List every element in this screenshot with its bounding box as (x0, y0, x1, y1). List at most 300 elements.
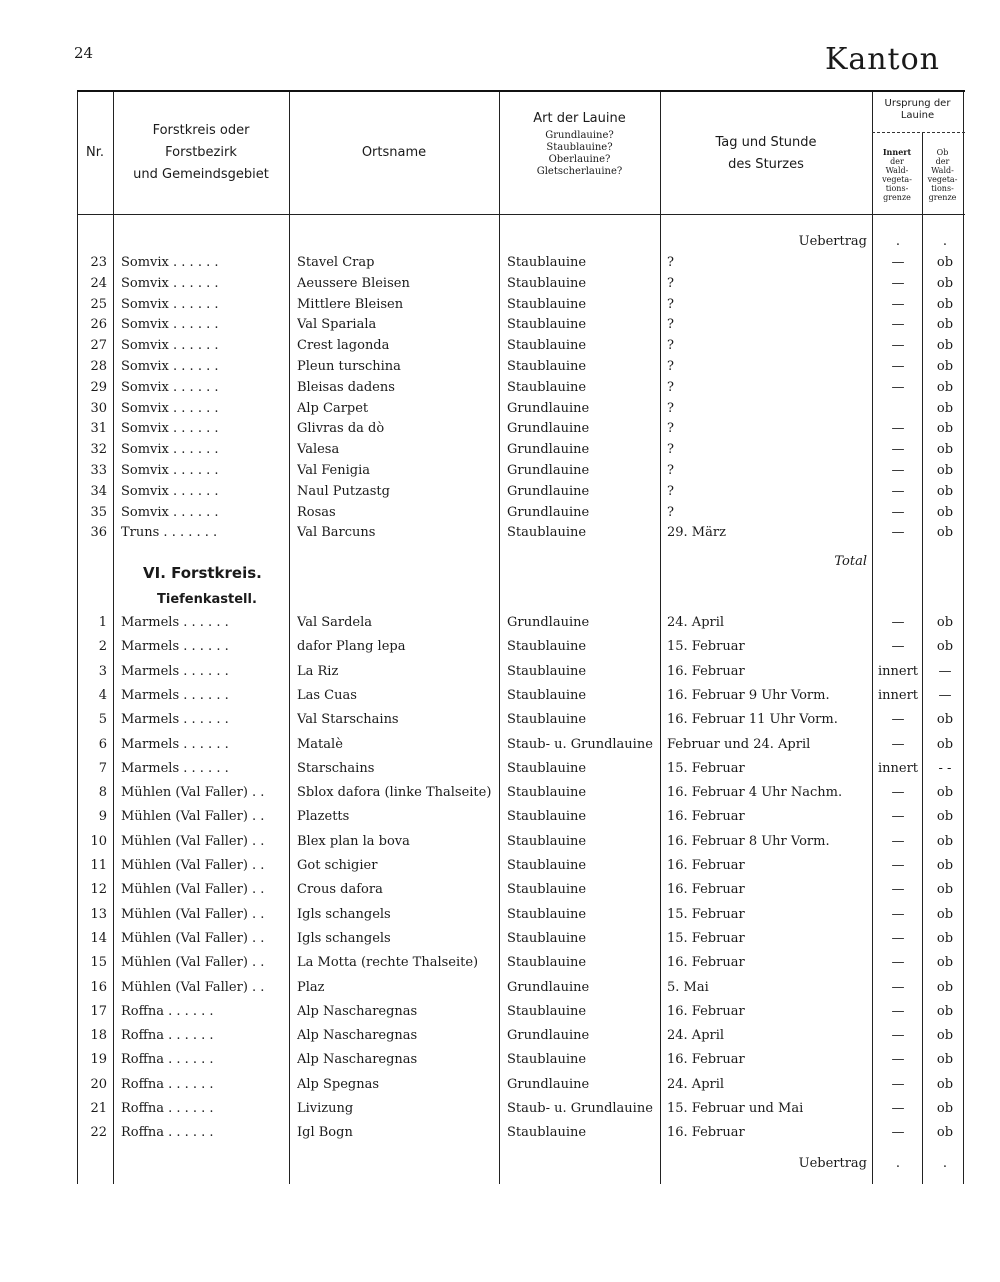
sturz-datum-cell: 24. April (667, 615, 725, 630)
innert-cell: — (891, 317, 905, 333)
sturz-datum-cell: 16. Februar (667, 1125, 745, 1141)
section-subtitle: Tiefenkastell. (157, 592, 257, 607)
row-number: 15 (90, 955, 107, 971)
header-art: Art der Lauine Grundlauine? Staublauine? Oberlauine? Gletscherlauine? (533, 111, 626, 177)
ortsname-cell: Val Fenigia (297, 463, 370, 478)
canton-title: Kanton (824, 42, 940, 77)
forstkreis-cell: Roffna . . . . . . (121, 1052, 214, 1068)
lauine-art-cell: Staublauine (507, 858, 587, 873)
lauine-art-cell: Staublauine (507, 338, 587, 354)
forstkreis-cell: Marmels . . . . . . (121, 615, 229, 630)
innert-cell: innert (877, 663, 919, 679)
ortsname-cell: Pleun turschina (297, 359, 401, 374)
table-row (77, 806, 965, 828)
lauine-art-cell: Grundlauine (507, 400, 590, 416)
table-row (77, 831, 965, 853)
table-row (77, 481, 965, 503)
table-row (77, 294, 965, 316)
row-number: 7 (98, 760, 107, 776)
row-number: 19 (90, 1052, 107, 1068)
forstkreis-cell: Mühlen (Val Faller) . . (121, 955, 265, 971)
forstkreis-cell: Mühlen (Val Faller) . . (121, 785, 265, 801)
ortsname-cell: Alp Spegnas (297, 1076, 380, 1092)
lauine-art-cell: Grundlauine (507, 442, 590, 458)
ob-cell: ob (936, 736, 954, 752)
table-row (77, 734, 965, 756)
sturz-datum-cell: 16. Februar 8 Uhr Vorm. (667, 833, 830, 849)
ortsname-cell: Got schigier (297, 858, 378, 873)
lauine-art-cell: Staublauine (507, 663, 587, 679)
ob-cell: - - (938, 760, 952, 776)
ob-cell: ob (936, 882, 954, 898)
forstkreis-cell: Somvix . . . . . . (121, 442, 219, 458)
ob-cell: ob (936, 858, 954, 873)
sturz-datum-cell: 29. März (667, 525, 726, 541)
ob-cell: ob (936, 504, 954, 520)
row-number: 16 (90, 979, 107, 995)
ob-cell: ob (936, 1101, 954, 1116)
table-row (77, 1098, 965, 1120)
carry-bottom-innert: . (895, 1156, 901, 1171)
innert-cell: — (891, 736, 905, 752)
row-number: 27 (90, 338, 107, 354)
sturz-datum-cell: 5. Mai (667, 979, 709, 995)
lauine-art-cell: Staublauine (507, 359, 587, 374)
forstkreis-cell: Mühlen (Val Faller) . . (121, 809, 265, 825)
ortsname-cell: Glivras da dò (297, 421, 385, 437)
lauine-art-cell: Staublauine (507, 833, 587, 849)
forstkreis-cell: Roffna . . . . . . (121, 1101, 214, 1116)
row-number: 34 (90, 483, 107, 499)
lauine-art-cell: Grundlauine (507, 483, 590, 499)
forstkreis-cell: Somvix . . . . . . (121, 463, 219, 478)
ortsname-cell: Stavel Crap (297, 255, 375, 270)
table-row (77, 314, 965, 336)
forstkreis-cell: Truns . . . . . . . (121, 525, 218, 541)
sturz-datum-cell: 16. Februar 4 Uhr Nachm. (667, 785, 843, 801)
ob-cell: ob (936, 639, 954, 655)
row-number: 1 (98, 615, 107, 630)
lauine-art-cell: Staub- u. Grundlauine (507, 1101, 653, 1116)
forstkreis-cell: Marmels . . . . . . (121, 639, 229, 655)
lauine-art-cell: Grundlauine (507, 979, 590, 995)
sturz-datum-cell: ? (667, 504, 674, 520)
sturz-datum-cell: 15. Februar und Mai (667, 1101, 804, 1116)
innert-cell: — (891, 1076, 905, 1092)
ortsname-cell: Alp Carpet (297, 400, 369, 416)
innert-cell: — (891, 858, 905, 873)
table-row (77, 879, 965, 901)
ortsname-cell: Las Cuas (297, 687, 357, 703)
forstkreis-cell: Somvix . . . . . . (121, 255, 219, 270)
row-number: 20 (90, 1076, 107, 1092)
innert-cell: — (891, 906, 905, 922)
ortsname-cell: Alp Nascharegnas (297, 1052, 418, 1068)
header-innert: Innert der Wald- vegeta- tions- grenze (882, 147, 912, 202)
ortsname-cell: Val Barcuns (297, 525, 376, 541)
table-row (77, 1049, 965, 1071)
lauine-art-cell: Staublauine (507, 687, 587, 703)
sturz-datum-cell: 15. Februar (667, 930, 745, 946)
table-row (77, 377, 965, 399)
row-number: 35 (90, 504, 107, 520)
forstkreis-cell: Mühlen (Val Faller) . . (121, 930, 265, 946)
forstkreis-cell: Roffna . . . . . . (121, 1003, 214, 1019)
row-number: 5 (98, 712, 107, 728)
forstkreis-cell: Somvix . . . . . . (121, 338, 219, 354)
innert-cell: — (891, 712, 905, 728)
sturz-datum-cell: 16. Februar (667, 1052, 745, 1068)
lauine-art-cell: Staublauine (507, 1003, 587, 1019)
lauine-art-cell: Staublauine (507, 275, 587, 291)
table-row (77, 335, 965, 357)
sturz-datum-cell: 16. Februar (667, 955, 745, 971)
forstkreis-cell: Mühlen (Val Faller) . . (121, 858, 265, 873)
row-number: 22 (90, 1125, 107, 1141)
sturz-datum-cell: ? (667, 421, 674, 437)
innert-cell: — (891, 833, 905, 849)
ortsname-cell: Valesa (297, 442, 340, 458)
sturz-datum-cell: ? (667, 296, 674, 312)
table-row (77, 252, 965, 274)
ob-cell: ob (936, 809, 954, 825)
table-row (77, 952, 965, 974)
ob-cell: ob (936, 296, 954, 312)
innert-cell: — (891, 255, 905, 270)
row-number: 4 (98, 687, 107, 703)
row-number: 29 (90, 379, 107, 395)
lauine-art-cell: Staublauine (507, 906, 587, 922)
ortsname-cell: Igl Bogn (297, 1125, 353, 1141)
lauine-art-cell: Staublauine (507, 809, 587, 825)
table-row (77, 612, 965, 634)
ortsname-cell: Plaz (297, 979, 325, 995)
ob-cell: ob (936, 379, 954, 395)
forstkreis-cell: Somvix . . . . . . (121, 421, 219, 437)
ob-cell: ob (936, 785, 954, 801)
ortsname-cell: Aeussere Bleisen (297, 275, 410, 291)
sturz-datum-cell: ? (667, 400, 674, 416)
ob-cell: ob (936, 317, 954, 333)
table-row (77, 502, 965, 524)
innert-cell: — (891, 882, 905, 898)
table-row (77, 855, 965, 877)
ortsname-cell: Alp Nascharegnas (297, 1003, 418, 1019)
row-number: 26 (90, 317, 107, 333)
forstkreis-cell: Somvix . . . . . . (121, 379, 219, 395)
innert-cell: — (891, 1125, 905, 1141)
table-row (77, 977, 965, 999)
ob-cell: ob (936, 930, 954, 946)
innert-cell: — (891, 525, 905, 541)
ortsname-cell: Bleisas dadens (297, 379, 395, 395)
ob-cell: ob (936, 338, 954, 354)
table-row (77, 904, 965, 926)
innert-cell: — (891, 1003, 905, 1019)
lauine-art-cell: Staublauine (507, 712, 587, 728)
innert-cell: — (891, 421, 905, 437)
forstkreis-cell: Roffna . . . . . . (121, 1076, 214, 1092)
sturz-datum-cell: ? (667, 255, 674, 270)
ob-cell: — (938, 663, 952, 679)
ob-cell: ob (936, 955, 954, 971)
row-number: 2 (98, 639, 107, 655)
ortsname-cell: Val Sardela (297, 615, 373, 630)
forstkreis-cell: Marmels . . . . . . (121, 712, 229, 728)
row-number: 28 (90, 359, 107, 374)
row-number: 33 (90, 463, 107, 478)
ortsname-cell: Naul Putzastg (297, 483, 390, 499)
innert-cell: — (891, 809, 905, 825)
ob-cell: ob (936, 712, 954, 728)
forstkreis-cell: Somvix . . . . . . (121, 317, 219, 333)
ortsname-cell: Rosas (297, 504, 336, 520)
row-number: 24 (90, 275, 107, 291)
ob-cell: ob (936, 442, 954, 458)
ortsname-cell: La Riz (297, 663, 339, 679)
row-number: 9 (98, 809, 107, 825)
total-label: Total (834, 554, 867, 569)
ob-cell: — (938, 687, 952, 703)
table-row (77, 782, 965, 804)
ob-cell: ob (936, 615, 954, 630)
innert-cell: — (891, 979, 905, 995)
sturz-datum-cell: 16. Februar (667, 809, 745, 825)
row-number: 31 (90, 421, 107, 437)
ob-cell: ob (936, 359, 954, 374)
forstkreis-cell: Roffna . . . . . . (121, 1125, 214, 1141)
innert-cell: — (891, 275, 905, 291)
lauine-art-cell: Grundlauine (507, 615, 590, 630)
innert-cell: — (891, 338, 905, 354)
ob-cell: ob (936, 525, 954, 541)
ortsname-cell: Alp Nascharegnas (297, 1028, 418, 1044)
carry-over-bottom: Uebertrag (798, 1156, 867, 1171)
innert-cell: — (891, 504, 905, 520)
row-number: 3 (98, 663, 107, 679)
header-ob: Ob der Wald- vegeta- tions- grenze (927, 148, 958, 202)
table-row (77, 522, 965, 544)
innert-cell: — (891, 955, 905, 971)
lauine-art-cell: Staublauine (507, 882, 587, 898)
lauine-art-cell: Staublauine (507, 1052, 587, 1068)
row-number: 17 (90, 1003, 107, 1019)
ob-cell: ob (936, 483, 954, 499)
ortsname-cell: Blex plan la bova (297, 833, 410, 849)
innert-cell: — (891, 463, 905, 478)
lauine-art-cell: Staublauine (507, 639, 587, 655)
forstkreis-cell: Roffna . . . . . . (121, 1028, 214, 1044)
ortsname-cell: Livizung (297, 1101, 354, 1116)
forstkreis-cell: Somvix . . . . . . (121, 359, 219, 374)
row-number: 10 (90, 833, 107, 849)
innert-cell: — (891, 379, 905, 395)
row-number: 8 (98, 785, 107, 801)
row-number: 14 (90, 930, 107, 946)
forstkreis-cell: Marmels . . . . . . (121, 663, 229, 679)
sturz-datum-cell: 15. Februar (667, 760, 745, 776)
row-number: 18 (90, 1028, 107, 1044)
sturz-datum-cell: 24. April (667, 1076, 725, 1092)
table-row (77, 685, 965, 707)
carry-top-ob: . (942, 234, 948, 249)
ob-cell: ob (936, 1028, 954, 1044)
innert-cell: — (891, 1052, 905, 1068)
sturz-datum-cell: 24. April (667, 1028, 725, 1044)
lauine-art-cell: Staublauine (507, 317, 587, 333)
sturz-datum-cell: ? (667, 338, 674, 354)
row-number: 6 (98, 736, 107, 752)
row-number: 11 (90, 858, 107, 873)
table-row (77, 1074, 965, 1096)
forstkreis-cell: Somvix . . . . . . (121, 400, 219, 416)
forstkreis-cell: Mühlen (Val Faller) . . (121, 882, 265, 898)
forstkreis-cell: Marmels . . . . . . (121, 760, 229, 776)
lauine-art-cell: Staublauine (507, 930, 587, 946)
row-number: 36 (90, 525, 107, 541)
table-row (77, 418, 965, 440)
ortsname-cell: La Motta (rechte Thalseite) (297, 955, 479, 971)
table-row (77, 273, 965, 295)
table-row (77, 928, 965, 950)
sturz-datum-cell: ? (667, 275, 674, 291)
sturz-datum-cell: ? (667, 359, 674, 374)
table-row (77, 398, 965, 420)
ob-cell: ob (936, 1003, 954, 1019)
table-row (77, 439, 965, 461)
header-ortsname: Ortsname (361, 145, 427, 160)
innert-cell: — (891, 1028, 905, 1044)
ob-cell: ob (936, 906, 954, 922)
header-tag: Tag und Stunde des Sturzes (715, 135, 817, 172)
lauine-art-cell: Staublauine (507, 379, 587, 395)
innert-cell: — (891, 296, 905, 312)
lauine-art-cell: Staublauine (507, 1125, 587, 1141)
ortsname-cell: Igls schangels (297, 930, 391, 946)
ortsname-cell: Mittlere Bleisen (297, 296, 404, 312)
header-nr: Nr. (85, 145, 104, 160)
ortsname-cell: Val Spariala (297, 317, 377, 333)
innert-cell: — (891, 442, 905, 458)
lauine-art-cell: Staublauine (507, 785, 587, 801)
sturz-datum-cell: ? (667, 442, 674, 458)
ob-cell: ob (936, 1076, 954, 1092)
sturz-datum-cell: Februar und 24. April (667, 736, 811, 752)
ob-cell: ob (936, 1052, 954, 1068)
ob-cell: ob (936, 400, 954, 416)
forstkreis-cell: Mühlen (Val Faller) . . (121, 979, 265, 995)
ob-cell: ob (936, 275, 954, 291)
ortsname-cell: Crest lagonda (297, 338, 390, 354)
ortsname-cell: Crous dafora (297, 882, 383, 898)
ob-cell: ob (936, 1125, 954, 1141)
ortsname-cell: Matalè (297, 736, 343, 752)
forstkreis-cell: Somvix . . . . . . (121, 504, 219, 520)
table-row (77, 758, 965, 780)
innert-cell: — (891, 615, 905, 630)
sturz-datum-cell: 15. Februar (667, 639, 745, 655)
lauine-art-cell: Grundlauine (507, 1028, 590, 1044)
ob-cell: ob (936, 979, 954, 995)
ob-cell: ob (936, 463, 954, 478)
sturz-datum-cell: 16. Februar (667, 858, 745, 873)
avalanche-table (77, 90, 965, 1184)
ob-cell: ob (936, 255, 954, 270)
sturz-datum-cell: ? (667, 483, 674, 499)
lauine-art-cell: Staublauine (507, 255, 587, 270)
forstkreis-cell: Somvix . . . . . . (121, 296, 219, 312)
lauine-art-cell: Grundlauine (507, 504, 590, 520)
table-row (77, 1025, 965, 1047)
ortsname-cell: Igls schangels (297, 906, 391, 922)
lauine-art-cell: Staub- u. Grundlauine (507, 736, 653, 752)
lauine-art-cell: Staublauine (507, 760, 587, 776)
row-number: 32 (90, 442, 107, 458)
carry-over-top: Uebertrag (798, 234, 867, 249)
sturz-datum-cell: 16. Februar 11 Uhr Vorm. (667, 712, 838, 728)
row-number: 21 (90, 1101, 107, 1116)
table-row (77, 460, 965, 482)
lauine-art-cell: Grundlauine (507, 421, 590, 437)
forstkreis-cell: Marmels . . . . . . (121, 736, 229, 752)
row-number: 30 (90, 400, 107, 416)
section-title: VI. Forstkreis. (143, 564, 262, 582)
table-row (77, 709, 965, 731)
sturz-datum-cell: 15. Februar (667, 906, 745, 922)
forstkreis-cell: Marmels . . . . . . (121, 687, 229, 703)
sturz-datum-cell: ? (667, 379, 674, 395)
ortsname-cell: Plazetts (297, 809, 350, 825)
header-kreis: Forstkreis oder Forstbezirk und Gemeindsgebiet (133, 123, 269, 182)
ortsname-cell: Sblox dafora (linke Thalseite) (297, 785, 492, 801)
sturz-datum-cell: 16. Februar (667, 1003, 745, 1019)
table-row (77, 636, 965, 658)
table-row (77, 356, 965, 378)
innert-cell: — (891, 359, 905, 374)
carry-bottom-ob: . (942, 1156, 948, 1171)
table-row (77, 1001, 965, 1023)
innert-cell: — (891, 785, 905, 801)
lauine-art-cell: Staublauine (507, 955, 587, 971)
lauine-art-cell: Grundlauine (507, 463, 590, 478)
lauine-art-cell: Staublauine (507, 525, 587, 541)
sturz-datum-cell: ? (667, 317, 674, 333)
sturz-datum-cell: 16. Februar (667, 882, 745, 898)
row-number: 25 (90, 296, 107, 312)
forstkreis-cell: Somvix . . . . . . (121, 275, 219, 291)
forstkreis-cell: Mühlen (Val Faller) . . (121, 833, 265, 849)
lauine-art-cell: Grundlauine (507, 1076, 590, 1092)
forstkreis-cell: Somvix . . . . . . (121, 483, 219, 499)
sturz-datum-cell: 16. Februar 9 Uhr Vorm. (667, 687, 830, 703)
header-ursprung: Ursprung der Lauine (884, 98, 951, 121)
innert-cell: — (891, 1101, 905, 1116)
row-number: 13 (90, 906, 107, 922)
ob-cell: ob (936, 833, 954, 849)
innert-cell: innert (877, 760, 919, 776)
page-number: 24 (74, 44, 94, 62)
innert-cell: — (891, 483, 905, 499)
ortsname-cell: Val Starschains (297, 712, 399, 728)
innert-cell: — (891, 930, 905, 946)
lauine-art-cell: Staublauine (507, 296, 587, 312)
innert-cell: — (891, 639, 905, 655)
carry-top-innert: . (895, 234, 901, 249)
innert-cell: innert (877, 687, 919, 703)
sturz-datum-cell: 16. Februar (667, 663, 745, 679)
ortsname-cell: dafor Plang lepa (297, 639, 406, 655)
table-row (77, 661, 965, 683)
